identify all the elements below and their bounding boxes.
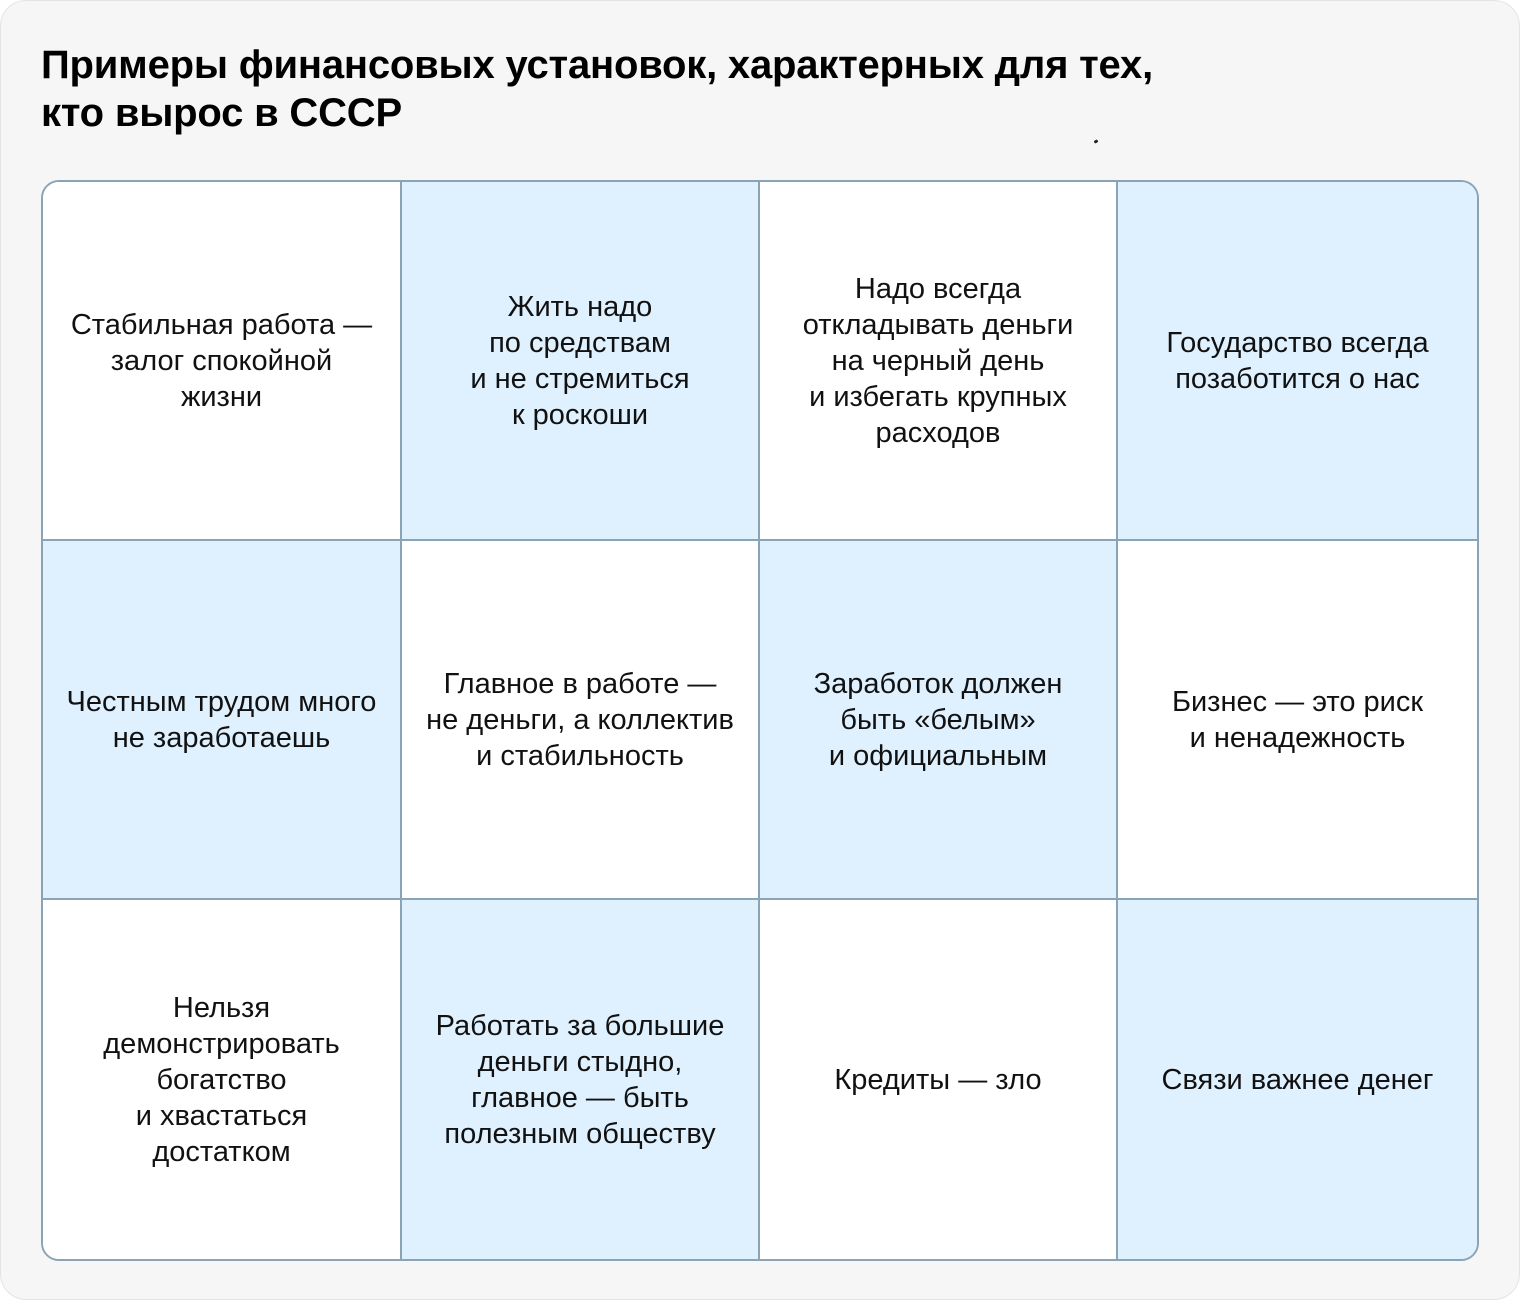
cell-text: Жить надо по средствам и не стремиться к роскоши [470, 290, 690, 431]
grid-cell [760, 900, 1118, 1259]
cell-text: Заработок должен быть «белым» и официальным [813, 667, 1063, 772]
title-line-2: кто вырос в СССР [41, 91, 402, 135]
cell-text: Надо всегда откладывать деньги на черный день и избегать крупных расходов [802, 272, 1074, 449]
cell-text: Работать за большие деньги стыдно, главное — быть полезным обществу [435, 1009, 725, 1150]
cell-text: Бизнес — это риск и ненадежность [1171, 685, 1424, 754]
title-line-1: Примеры финансовых установок, характерных для тех, [41, 43, 1153, 87]
grid-cell [760, 541, 1118, 900]
cell-text: Связи важнее денег [1161, 1063, 1434, 1096]
grid-cell [43, 541, 402, 900]
attitudes-grid [41, 180, 1479, 1261]
grid-cell [402, 541, 760, 900]
page-title [41, 41, 1341, 137]
cell-text: Нельзя демонстрировать богатство и хвастаться достатком [103, 991, 340, 1168]
cell-text: Стабильная работа — залог спокойной жизни [70, 308, 373, 413]
grid-cell [402, 182, 760, 541]
grid-cell [1118, 541, 1477, 900]
grid-cell [1118, 182, 1477, 541]
grid-cell [760, 182, 1118, 541]
grid-cell [1118, 900, 1477, 1259]
cell-text: Главное в работе — не деньги, а коллектив и стабильность [426, 667, 734, 772]
cell-text: Честным трудом много не заработаешь [66, 685, 377, 754]
cell-text: Государство всегда позаботится о нас [1166, 326, 1429, 395]
decorative-dot [1094, 139, 1099, 144]
grid-cell [43, 182, 402, 541]
grid-cell [402, 900, 760, 1259]
grid-cell [43, 900, 402, 1259]
cell-text: Кредиты — зло [834, 1063, 1042, 1096]
